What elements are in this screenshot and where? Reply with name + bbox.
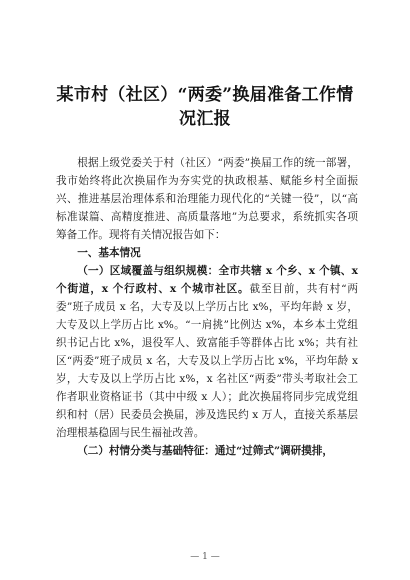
document-body bbox=[56, 154, 358, 460]
page-number: — 1 — bbox=[190, 552, 220, 562]
item-1-lead: （一）区域覆盖与组织规模：全市共辖 x 个乡、x 个镇、x 个街道，x 个行政村、x 个城市社区。 bbox=[56, 265, 358, 295]
item-2-lead: （二）村情分类与基础特征：通过“过筛式”调研摸排， bbox=[77, 445, 334, 457]
item-1-paragraph bbox=[56, 262, 358, 442]
item-2-paragraph bbox=[56, 442, 358, 460]
item-1-body: 截至目前，共有村“两委”班子成员 x 名，大专及以上学历占比 x%，平均年龄 x 岁，大专及以上学历占比 x%。“一肩挑”比例达 x%，本乡本土党组织书记占比 x%，退役军人、致富能手等群体占比 x%；共有社区“两委”班子成员 x 名，大专及以上学历占比 x%，平均年龄 x 岁，大专及以上学历占比 x%，x 名社区“两委”带头考取社会工作者职业资格证书（其中中级 x 人）；此次换届将同步完成党组织和村（居）民委员会换届，涉及选民约 x 万人，直接关系基层治理根基稳固与民生福祉改善。 bbox=[56, 283, 358, 439]
document-title: 某市村（社区）“两委”换届准备工作情况汇报 bbox=[56, 85, 354, 129]
section-heading-basic-situation: 一、基本情况 bbox=[77, 247, 141, 259]
intro-paragraph: 根据上级党委关于村（社区）“两委”换届工作的统一部署，我市始终将此次换届作为夯实党的执政根基、赋能乡村全面振兴、推进基层治理体系和治理能力现代化的“关键一役”，以“高标准谋篇、高精度推进、高质量落地”为总要求，系统抓实各项筹备工作。现将有关情况报告如下： bbox=[56, 157, 358, 241]
